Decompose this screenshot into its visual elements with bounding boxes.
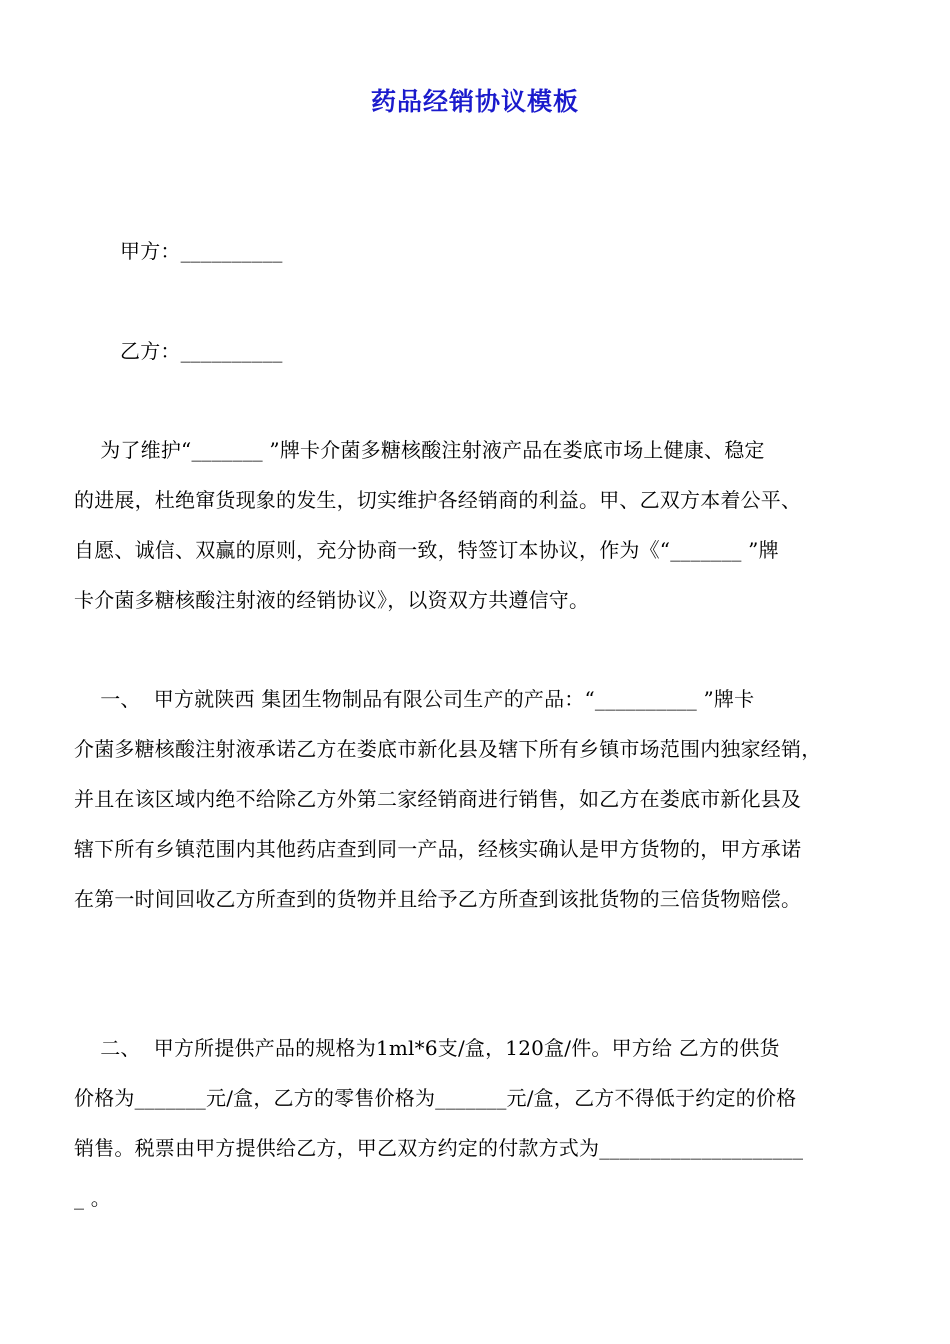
paragraph-line: _ 。 bbox=[74, 1186, 111, 1210]
paragraph-line: 为了维护“_______ ”牌卡介菌多糖核酸注射液产品在娄底市场上健康、稳定 bbox=[74, 438, 765, 462]
paragraph-line: 销售。税票由甲方提供给乙方，甲乙双方约定的付款方式为____________________ bbox=[74, 1136, 804, 1160]
paragraph-line: 辖下所有乡镇范围内其他药店查到同一产品，经核实确认是甲方货物的，甲方承诺 bbox=[74, 837, 802, 861]
paragraph-line: 的进展，杜绝窜货现象的发生，切实维护各经销商的利益。甲、乙双方本着公平、 bbox=[74, 488, 802, 512]
paragraph-line: 二、 甲方所提供产品的规格为1ml*6支/盒，120盒/件。甲方给 乙方的供货 bbox=[74, 1036, 780, 1060]
paragraph-line: 卡介菌多糖核酸注射液的经销协议》，以资双方共遵信守。 bbox=[74, 588, 590, 612]
paragraph-line: 价格为_______元/盒，乙方的零售价格为_______元/盒，乙方不得低于约定的价格 bbox=[74, 1086, 797, 1110]
paragraph-line: 一、 甲方就陕西 集团生物制品有限公司生产的产品：“__________ ”牌卡 bbox=[74, 687, 755, 711]
document-title: 药品经销协议模板 bbox=[370, 87, 579, 116]
paragraph-line: 并且在该区域内绝不给除乙方外第二家经销商进行销售，如乙方在娄底市新化县及 bbox=[74, 787, 802, 811]
paragraph-line: 在第一时间回收乙方所查到的货物并且给予乙方所查到该批货物的三倍货物赔偿。 bbox=[74, 887, 802, 911]
paragraph-line: 自愿、诚信、双赢的原则，充分协商一致，特签订本协议，作为《“_______ ”牌 bbox=[74, 538, 779, 562]
paragraph-line: 介菌多糖核酸注射液承诺乙方在娄底市新化县及辖下所有乡镇市场范围内独家经销， bbox=[74, 737, 822, 761]
party-b-line: 乙方：__________ bbox=[120, 339, 283, 363]
party-a-line: 甲方：__________ bbox=[120, 239, 283, 263]
